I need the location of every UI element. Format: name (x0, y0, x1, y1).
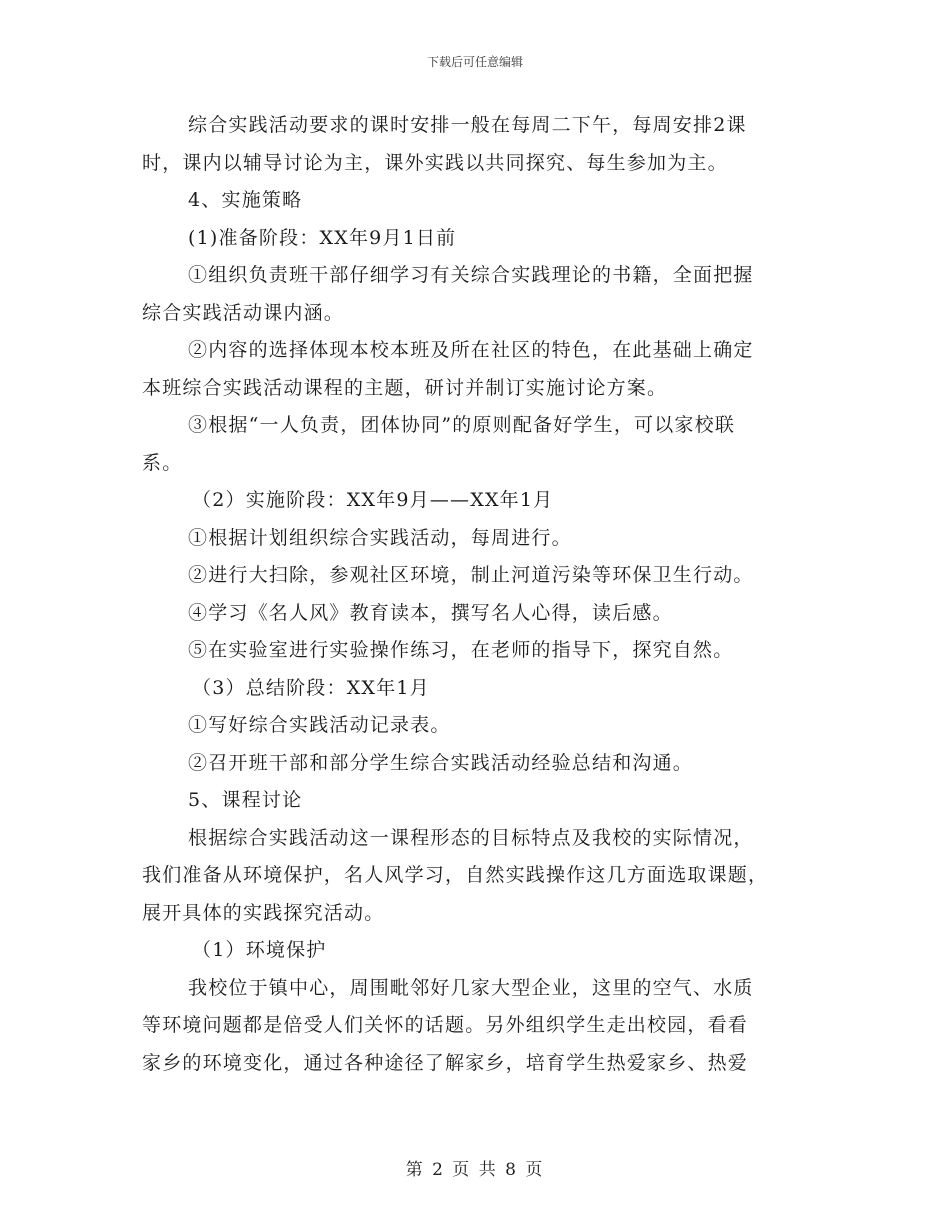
paragraph-line: ⑤在实验室进行实验操作练习，在老师的指导下，探究自然。 (188, 639, 734, 661)
paragraph-line: 4、实施策略 (188, 189, 303, 211)
paragraph-line: ②召开班干部和部分学生综合实践活动经验总结和沟通。 (188, 751, 694, 774)
paragraph-line: ②进行大扫除，参观社区环境，制止河道污染等环保卫生行动。 (188, 564, 754, 586)
paragraph-line: 等环境问题都是倍受人们关怀的话题。另外组织学生走出校园，看看 (142, 1014, 749, 1036)
paragraph-line: ①根据计划组织综合实践活动，每周进行。 (188, 526, 572, 549)
paragraph-line: ④学习《名人风》教育读本，撰写名人心得，读后感。 (188, 601, 673, 624)
paragraph-line: (1)准备阶段：XX年9月1日前 (188, 226, 457, 249)
page-header-note: 下载后可任意编辑 (426, 55, 523, 69)
paragraph-line: 本班综合实践活动课程的主题，研讨并制订实施讨论方案。 (142, 376, 668, 399)
paragraph-line: ①写好综合实践活动记录表。 (188, 714, 451, 736)
paragraph-line: 5、课程讨论 (188, 789, 303, 811)
paragraph-line: 家乡的环境变化，通过各种途径了解家乡，培育学生热爱家乡、热爱 (142, 1051, 749, 1074)
paragraph-line: 展开具体的实践探究活动。 (142, 901, 385, 924)
paragraph-line: 我校位于镇中心，周围毗邻好几家大型企业，这里的空气、水质 (188, 976, 754, 999)
paragraph-line: （2）实施阶段：XX年9月——XX年1月 (192, 489, 554, 511)
paragraph-line: ②内容的选择体现本校本班及所在社区的特色，在此基础上确定 (188, 339, 754, 361)
paragraph-line: ③根据“一人负责，团体协同”的原则配备好学生，可以家校联 (188, 414, 736, 436)
paragraph-line: 时，课内以辅导讨论为主，课外实践以共同探究、每生参加为主。 (142, 151, 728, 174)
paragraph-line: 综合实践活动要求的课时安排一般在每周二下午，每周安排2课 (188, 114, 747, 136)
paragraph-line: 系。 (142, 451, 183, 474)
document-body (142, 107, 810, 1082)
page-number-footer: 第 2 页 共 8 页 (405, 1160, 545, 1180)
paragraph-line: 我们准备从环境保护，名人风学习，自然实践操作这几方面选取课题， (142, 864, 769, 886)
paragraph-line: ①组织负责班干部仔细学习有关综合实践理论的书籍，全面把握 (188, 264, 754, 286)
paragraph-line: 根据综合实践活动这一课程形态的目标特点及我校的实际情况， (188, 826, 754, 849)
paragraph-line: （3）总结阶段：XX年1月 (192, 676, 430, 699)
paragraph-line: 综合实践活动课内涵。 (142, 301, 345, 324)
paragraph-line: （1）环境保护 (192, 939, 327, 961)
